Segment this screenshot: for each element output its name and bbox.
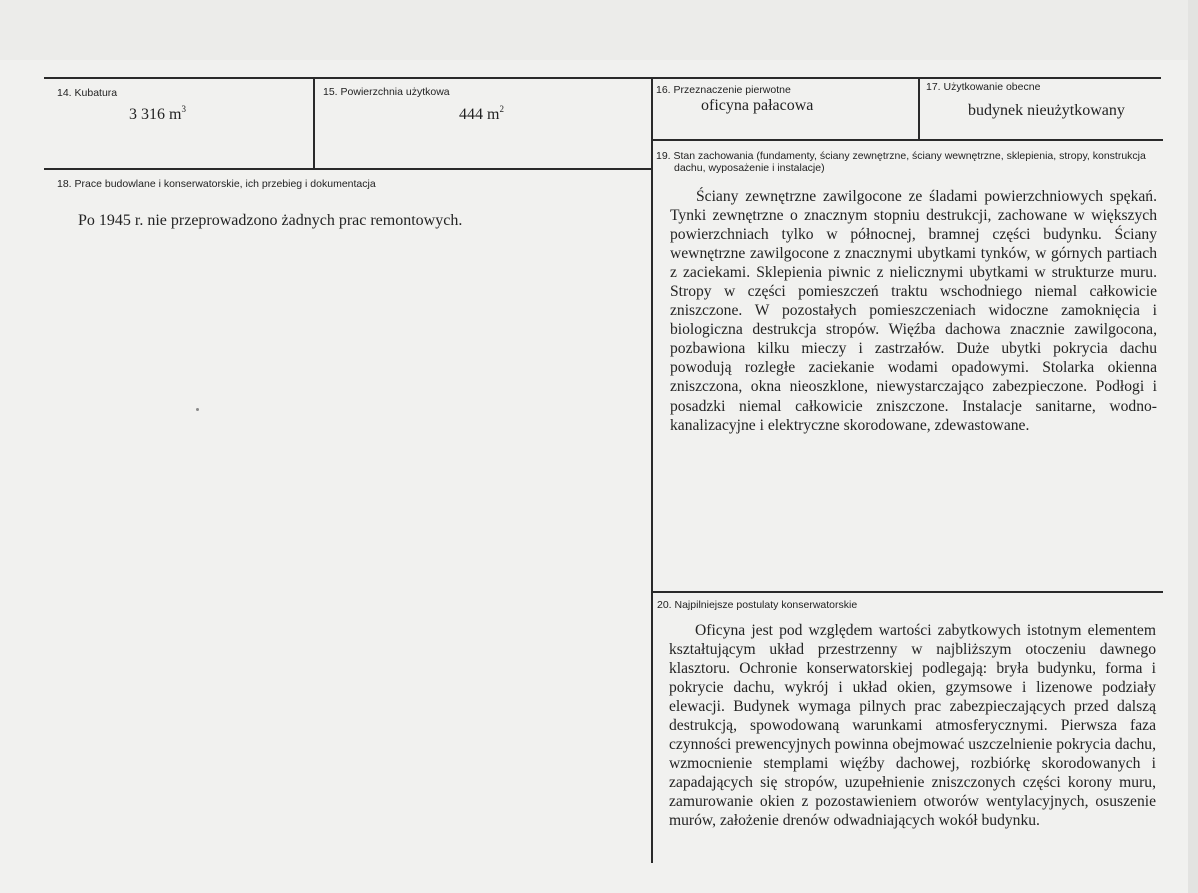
field-15-label: 15. Powierzchnia użytkowa [323, 86, 450, 98]
field-17-value: budynek nieużytkowany [968, 102, 1125, 119]
scan-top-margin [0, 0, 1198, 60]
field-15-value: 444 $m^2$ [459, 104, 504, 123]
top-rule [44, 77, 1161, 79]
field-14-value: 3 316 $m^3$ [129, 104, 186, 123]
field-14-label: 14. Kubatura [57, 87, 118, 99]
field-17-label: 17. Użytkowanie obecne [926, 81, 1041, 93]
divider-16-17 [918, 78, 920, 140]
rule-above-19 [651, 139, 1163, 141]
scan-right-edge [1188, 0, 1198, 893]
rule-above-18 [44, 168, 652, 170]
rule-above-20 [651, 591, 1163, 593]
field-16-value: oficyna pałacowa [701, 97, 814, 114]
field-20-text: Oficyna jest pod względem wartości zabytkowych istotnym elementem kształtującym układ przestrzenny w najbliższym otoczeniu dawnego klasztoru. Ochronie konserwatorskiej podlegają: bryła budynku, forma i pokrycie dachu, wykrój i układ okien, gzymsowe i lizenowe podziały elewacji. Budynek wymaga pilnych prac zabezpieczających przed dalszą destrukcją, spowodowaną warunkami atmosferycznymi. Pierwsza faza czynności prewencyjnych powinna obejmować uszczelnienie pokrycia dachu, wzmocnienie stemplami więźby dachowej, rozbiórkę skorodowanych i zapadających się stropów, uzupełnienie zniszczonych części korony muru, zamurowanie okien z pozostawieniem otworów wentylacyjnych, osuszenie murów, założenie drenów odwadniających wokół budynku. [669, 622, 1156, 830]
field-19-label-line1: 19. Stan zachowania (fundamenty, ściany zewnętrzne, ściany wewnętrzne, sklepienia, stropy, konstrukcja [656, 150, 1146, 162]
field-19-label-line2: dachu, wyposażenie i instalacje) [674, 162, 825, 174]
center-divider [651, 78, 653, 863]
scan-speck [196, 408, 199, 411]
field-18-text: Po 1945 r. nie przeprowadzono żadnych prac remontowych. [78, 212, 463, 229]
divider-14-15 [313, 78, 315, 169]
field-18-label: 18. Prace budowlane i konserwatorskie, ich przebieg i dokumentacja [57, 178, 376, 190]
field-19-text: Ściany zewnętrzne zawilgocone ze śladami powierzchniowych spękań. Tynki zewnętrzne o znacznym stopniu destrukcji, zachowane w większych powierzchniach tylko w północnej, bramnej części budynku. Ściany wewnętrzne zawilgocone z znacznymi ubytkami tynków, w górnych partiach z zaciekami. Sklepienia piwnic z nielicznymi ubytkami w strukturze muru. Stropy w części pomieszczeń traktu wschodniego niemal całkowicie zniszczone. W pozostałych pomieszczeniach widoczne zamoknięcia i biologiczna destrukcja stropów. Więźba dachowa znacznie zawilgocona, pozbawiona kilku mieczy i zastrzałów. Duże ubytki pokrycia dachu powodują rozległe zaciekanie wodami opadowymi. Stolarka okienna zniszczona, okna nieoszklone, niewystarczająco zabezpieczone. Podłogi i posadzki niemal całkowicie zniszczone. Instalacje sanitarne, wodno-kanalizacyjne i elektryczne skorodowane, zdewastowane. [670, 188, 1157, 434]
field-20-label: 20. Najpilniejsze postulaty konserwatorskie [657, 599, 858, 611]
field-16-label: 16. Przeznaczenie pierwotne [656, 84, 791, 96]
